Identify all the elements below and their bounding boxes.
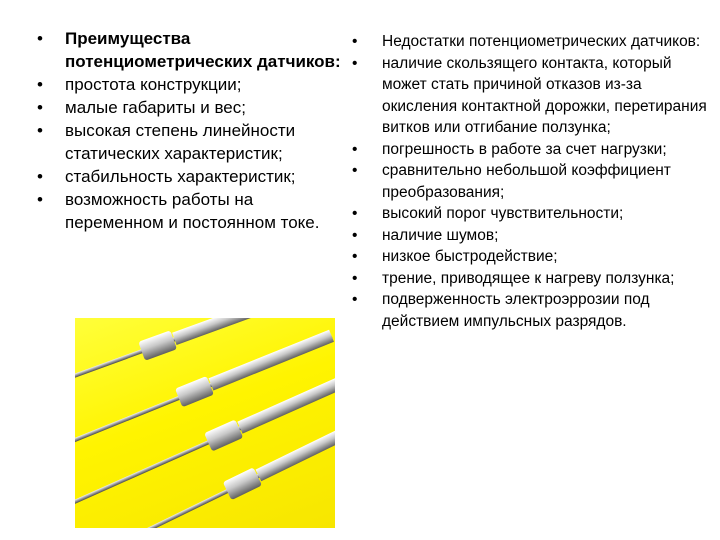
bullet-icon: • — [352, 291, 358, 308]
list-item — [345, 53, 720, 139]
bullet-icon: • — [37, 167, 43, 186]
list-item — [0, 188, 345, 234]
bullet-icon: • — [37, 121, 43, 140]
bullet-icon: • — [352, 33, 358, 50]
advantage-text: высокая степень линейности статических характеристик; — [65, 121, 296, 163]
list-item — [0, 96, 345, 119]
sensor-rods-drawing — [75, 318, 335, 528]
bullet-icon: • — [37, 75, 43, 94]
advantages-list — [0, 27, 345, 234]
disadvantage-text: высокий порог чувствительности; — [382, 205, 624, 222]
potentiometric-sensors-photo-icon — [75, 318, 335, 528]
advantage-text: стабильность характеристик; — [65, 167, 296, 186]
list-item — [345, 246, 720, 268]
list-item — [345, 160, 720, 203]
bullet-icon: • — [352, 226, 358, 244]
disadvantage-text: низкое быстродействие; — [382, 248, 558, 265]
advantage-text: простота конструкции; — [65, 75, 242, 94]
bullet-icon: • — [352, 269, 358, 287]
advantages-column — [0, 0, 345, 234]
list-item — [345, 289, 720, 332]
list-item — [345, 268, 720, 290]
list-item — [345, 203, 720, 225]
list-item — [0, 119, 345, 165]
disadvantage-text: сравнительно небольшой коэффициент преобразования; — [382, 162, 671, 201]
disadvantages-list — [345, 31, 720, 332]
list-item — [0, 73, 345, 96]
bullet-icon: • — [37, 98, 43, 117]
bullet-icon: • — [352, 162, 358, 179]
disadvantage-text: трение, приводящее к нагреву ползунка; — [382, 269, 675, 287]
disadvantage-text: наличие шумов; — [382, 226, 499, 244]
disadvantages-heading-item — [345, 31, 720, 53]
disadvantage-text: погрешность в работе за счет нагрузки; — [382, 140, 667, 158]
list-item — [0, 165, 345, 188]
disadvantage-text: наличие скользящего контакта, который может стать причиной отказов из-за окисления контактной дорожки, перетирания витков или отгибание ползунка; — [382, 54, 707, 136]
list-item — [345, 139, 720, 161]
advantage-text: малые габариты и вес; — [65, 98, 246, 117]
bullet-icon: • — [352, 140, 358, 158]
bullet-icon: • — [37, 29, 43, 48]
bullet-icon: • — [37, 190, 43, 209]
advantage-text: возможность работы на переменном и постоянном токе. — [65, 190, 320, 232]
disadvantages-heading: Недостатки потенциометрических датчиков: — [382, 33, 701, 50]
bullet-icon: • — [352, 54, 358, 72]
advantages-heading: Преимущества потенциометрических датчиков: — [65, 29, 341, 71]
list-item — [345, 225, 720, 247]
bullet-icon: • — [352, 205, 358, 222]
disadvantage-text: подверженность электроэррозии под действием импульсных разрядов. — [382, 291, 650, 330]
disadvantages-column — [345, 0, 720, 332]
advantages-heading-item — [0, 27, 345, 73]
bullet-icon: • — [352, 248, 358, 265]
